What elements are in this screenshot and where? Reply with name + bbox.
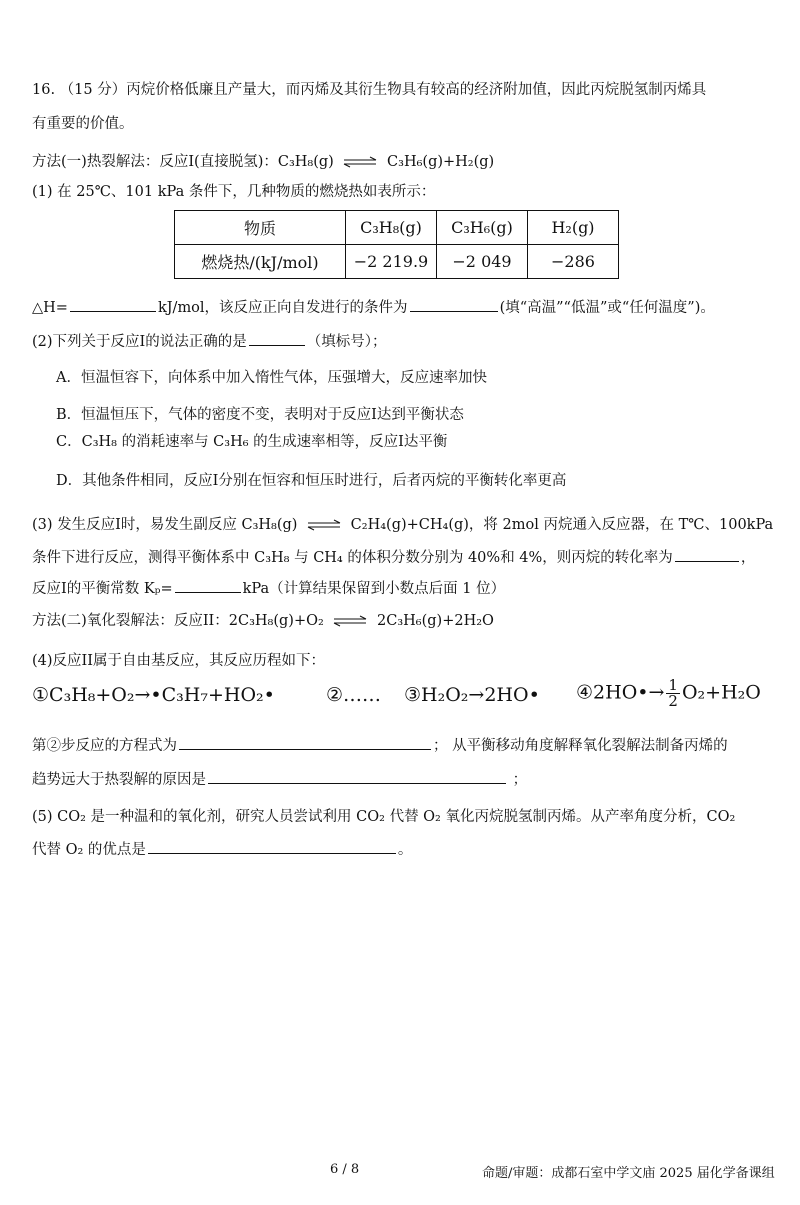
mechanism-step-4: ④2HO•→ $\frac{1}{2}$ O₂+H₂O bbox=[576, 676, 761, 710]
answer-blank-step2[interactable] bbox=[179, 735, 431, 750]
part3-line-2: 条件下进行反应，测得平衡体系中 C₃H₈ 与 CH₄ 的体积分数分别为 40%和 4%，则丙烷的转化率为 ， bbox=[32, 546, 755, 567]
question-intro-2: 有重要的价值。 bbox=[32, 116, 134, 132]
table-cell: C₃H₆(g) bbox=[437, 211, 528, 245]
option-c: C．C₃H₈ 的消耗速率与 C₃H₆ 的生成速率相等，反应I达平衡 bbox=[56, 434, 448, 450]
answer-blank-part2[interactable] bbox=[249, 331, 305, 346]
combustion-heat-table bbox=[174, 210, 619, 279]
table-cell: −286 bbox=[528, 245, 619, 279]
method1-line: 方法(一)热裂解法：反应I(直接脱氢)：C₃H₈(g) C₃H₆(g)+H₂(g) bbox=[32, 154, 495, 170]
equilibrium-arrow-icon bbox=[306, 519, 342, 531]
mechanism-step-1: ①C₃H₈+O₂→•C₃H₇+HO₂• bbox=[32, 684, 275, 706]
fraction: $\frac{1}{2}$ bbox=[668, 676, 678, 710]
question-intro-1: 16. （15 分）丙烷价格低廉且产量大，而丙烯及其衍生物具有较高的经济附加值，因此丙烷脱氢制丙烯具 bbox=[32, 82, 707, 98]
question-points: （15 分） bbox=[59, 82, 127, 98]
part5-line-2: 代替 O₂ 的优点是 。 bbox=[32, 838, 412, 859]
table-cell: −2 049 bbox=[437, 245, 528, 279]
footer-credit: 命题/审题：成都石室中学文庙 2025 届化学备课组 bbox=[482, 1166, 775, 1181]
table-cell: 燃烧热/(kJ/mol) bbox=[175, 245, 346, 279]
part2-text: (2)下列关于反应I的说法正确的是 （填标号）； bbox=[32, 330, 387, 351]
question-number: 16. bbox=[32, 82, 56, 98]
option-a: A．恒温恒容下，向体系中加入惰性气体，压强增大，反应速率加快 bbox=[56, 370, 487, 386]
part4-question-1: 第②步反应的方程式为 ； 从平衡移动角度解释氧化裂解法制备丙烯的 bbox=[32, 734, 728, 755]
equilibrium-arrow-icon bbox=[332, 615, 368, 627]
part1-dh-line: △H= kJ/mol，该反应正向自发进行的条件为 (填“高温”“低温”或“任何温度”)。 bbox=[32, 296, 715, 317]
table-header-row bbox=[175, 211, 619, 245]
answer-blank-condition[interactable] bbox=[410, 297, 498, 312]
part3-line-3: 反应I的平衡常数 Kₚ= kPa（计算结果保留到小数点后面 1 位） bbox=[32, 577, 505, 598]
page-number: 6 / 8 bbox=[330, 1162, 360, 1177]
answer-blank-dh[interactable] bbox=[70, 297, 156, 312]
table-cell: C₃H₈(g) bbox=[346, 211, 437, 245]
option-b: B．恒温恒压下，气体的密度不变，表明对于反应I达到平衡状态 bbox=[56, 407, 464, 423]
answer-blank-kp[interactable] bbox=[175, 578, 241, 593]
answer-blank-advantage[interactable] bbox=[148, 839, 396, 854]
table-cell: −2 219.9 bbox=[346, 245, 437, 279]
table-cell: H₂(g) bbox=[528, 211, 619, 245]
part5-line-1: (5) CO₂ 是一种温和的氧化剂，研究人员尝试利用 CO₂ 代替 O₂ 氧化丙烷脱氢制丙烯。从产率角度分析，CO₂ bbox=[32, 809, 736, 825]
equilibrium-arrow-icon bbox=[342, 156, 378, 168]
part3-line-1: (3) 发生反应I时，易发生副反应 C₃H₈(g) C₂H₄(g)+CH₄(g)，将 2mol 丙烷通入反应器，在 T℃、100kPa bbox=[32, 517, 774, 533]
mechanism-step-3: ③H₂O₂→2HO• bbox=[404, 684, 540, 706]
answer-blank-conversion[interactable] bbox=[675, 547, 739, 562]
method2-line: 方法(二)氧化裂解法：反应II：2C₃H₈(g)+O₂ 2C₃H₆(g)+2H₂O bbox=[32, 613, 494, 629]
answer-blank-reason[interactable] bbox=[208, 769, 506, 784]
table-cell: 物质 bbox=[175, 211, 346, 245]
part1-text: (1) 在 25℃、101 kPa 条件下，几种物质的燃烧热如表所示： bbox=[32, 184, 436, 200]
mechanism-step-2: ②…… bbox=[326, 684, 382, 706]
option-d: D．其他条件相同，反应I分别在恒容和恒压时进行，后者丙烷的平衡转化率更高 bbox=[56, 473, 567, 489]
part4-question-2: 趋势远大于热裂解的原因是 ； bbox=[32, 768, 527, 789]
part4-text: (4)反应II属于自由基反应，其反应历程如下： bbox=[32, 653, 325, 669]
table-row bbox=[175, 245, 619, 279]
